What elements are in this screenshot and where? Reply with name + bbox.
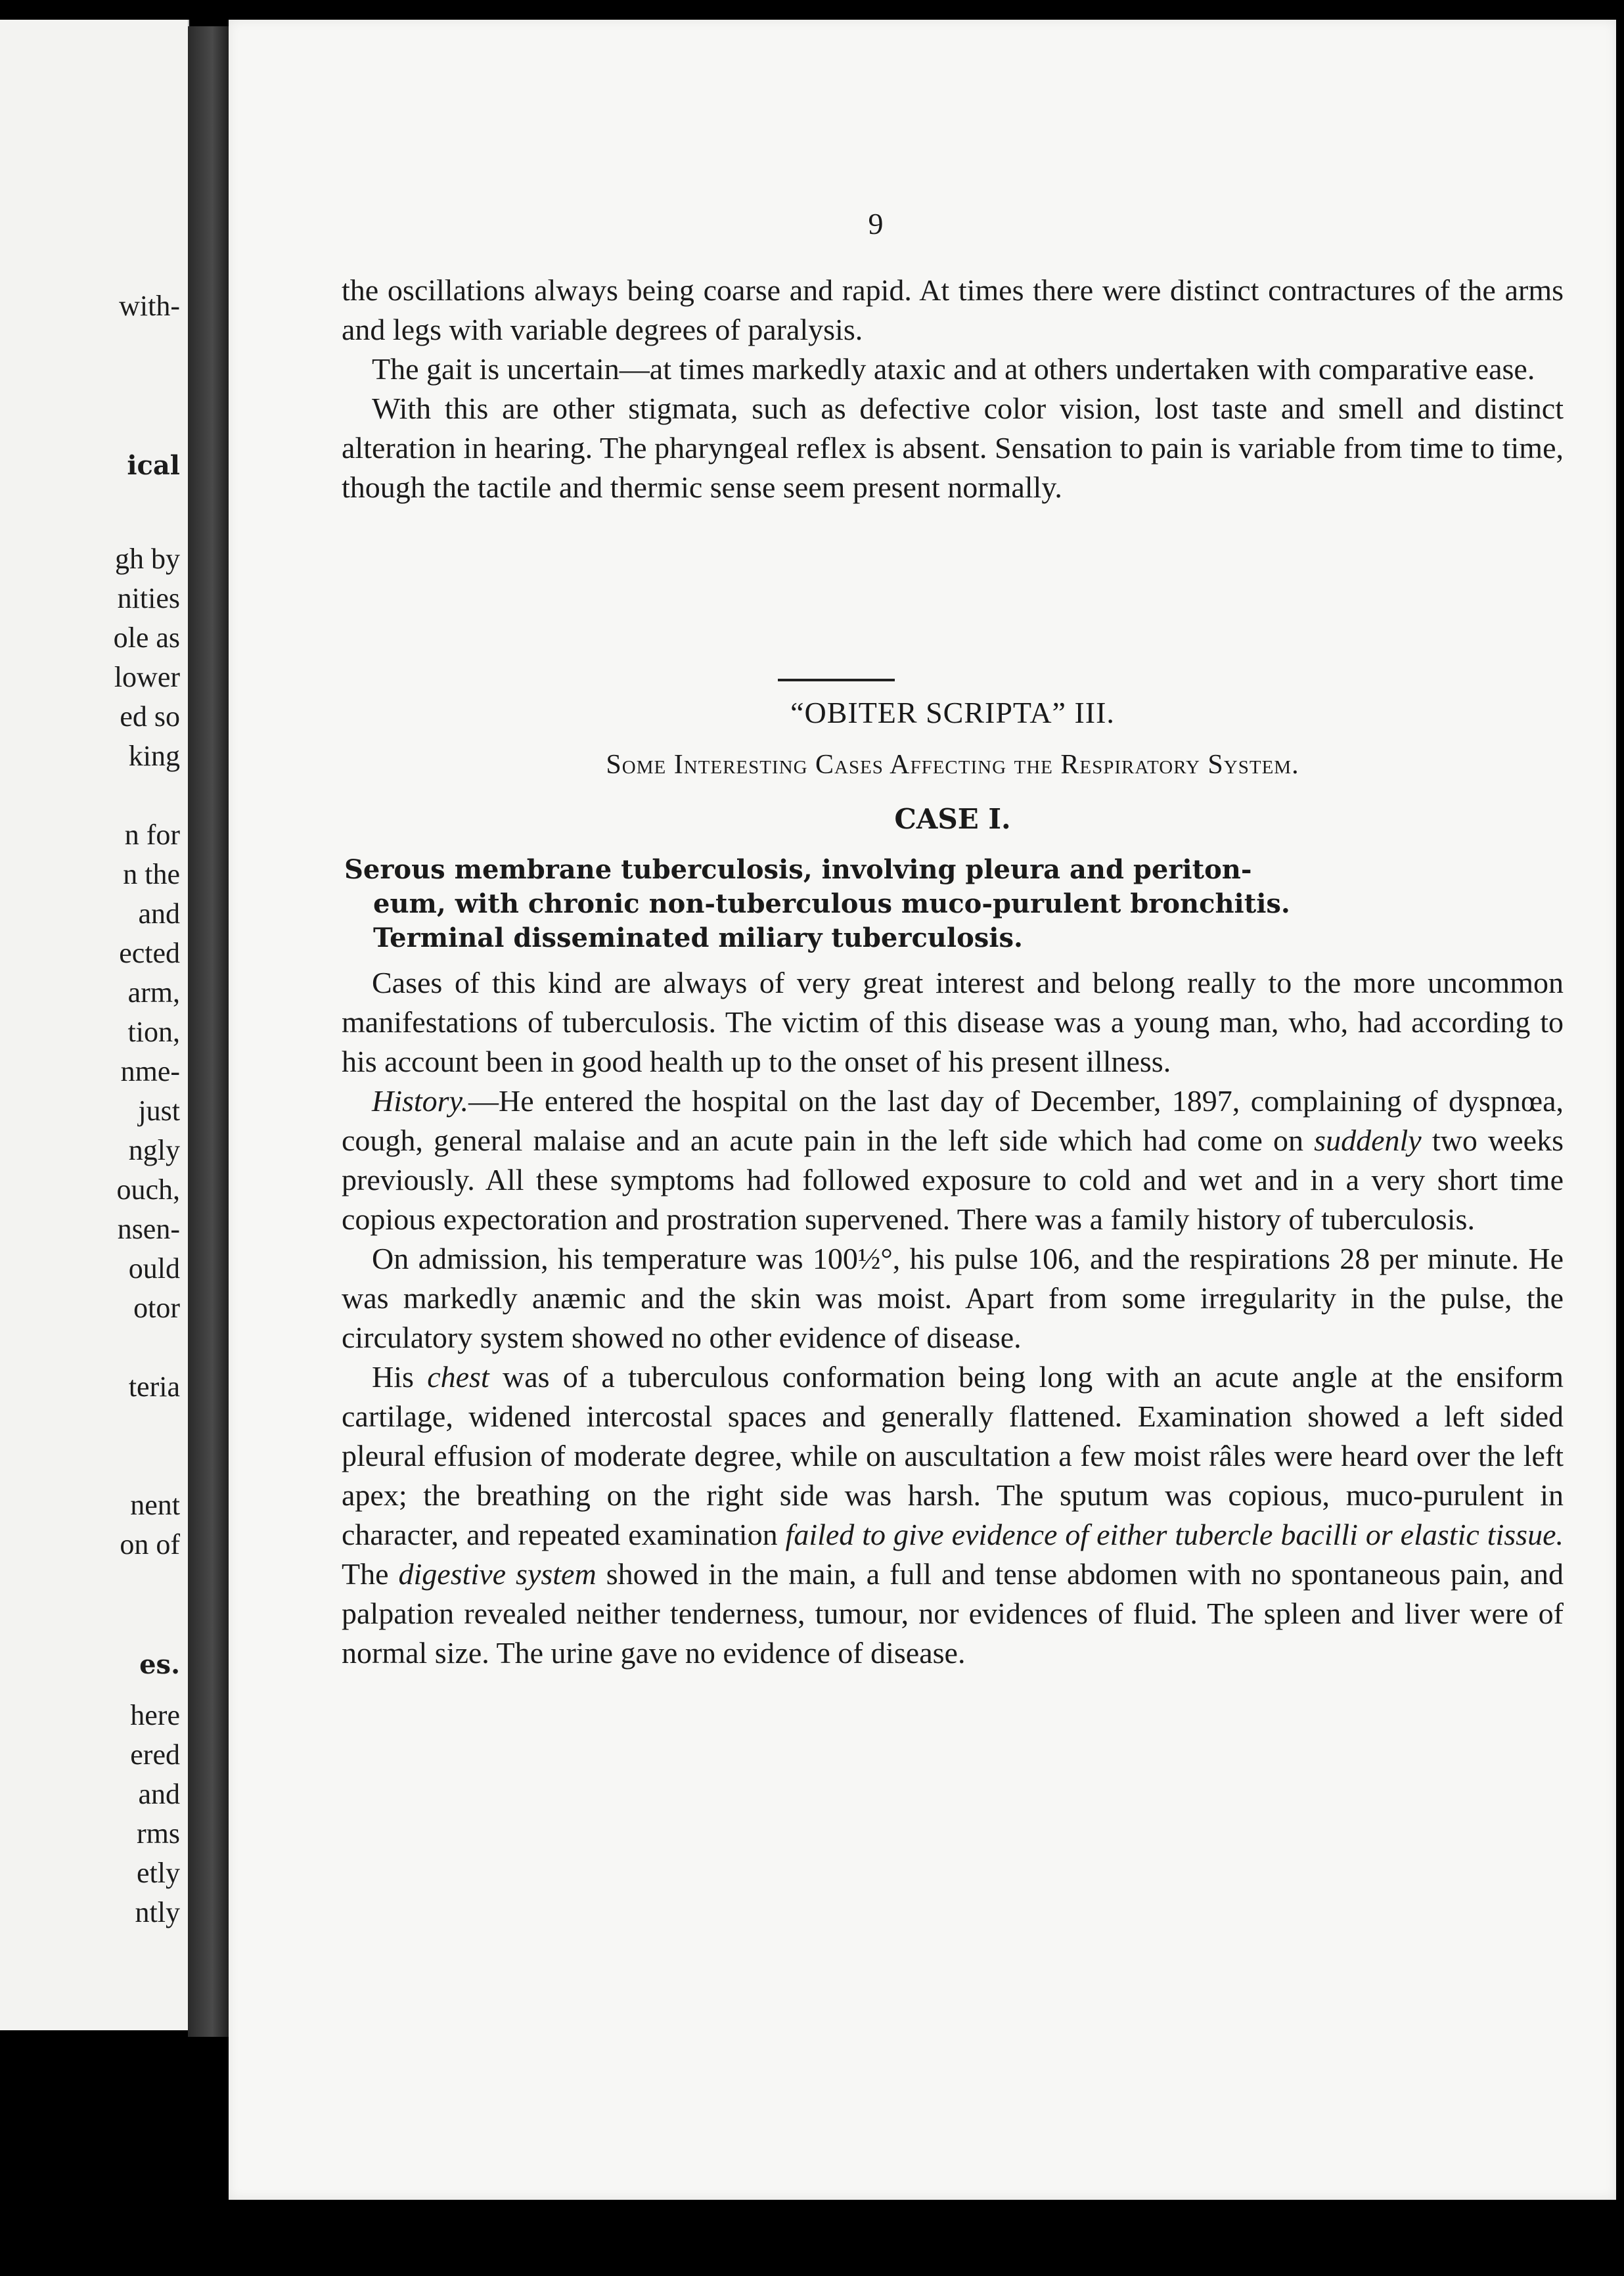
section-title: “OBITER SCRIPTA” III. <box>790 696 1115 729</box>
left-page-fragment: with- <box>119 290 180 322</box>
history-label: History. <box>372 1084 468 1118</box>
chest-text-d: showed in the main, a full and tense abdomen with no spontaneous pain, and palpation revealed neither tenderness, tumour, nor evidences of fluid. The spleen and liver were of normal size. The urine gave no evidence of disease. <box>342 1557 1564 1670</box>
paragraph-oscillations: the oscillations always being coarse and rapid. At times there were distinct contractures of the arms and legs with variable degrees of paralysis. <box>342 273 1564 346</box>
paragraph-cases-intro: Cases of this kind are always of very great interest and belong really to the more uncommon manifestations of tuberculosis. The victim of this disease was a young man, who, had according to his account been in good health up to the onset of his present illness. <box>342 966 1564 1078</box>
page-number: 9 <box>868 207 884 240</box>
left-page-fragment: nsen- <box>117 1213 180 1245</box>
case-text-block <box>342 963 1564 1673</box>
left-page-fragment: es. <box>139 1649 180 1680</box>
left-page-fragment: ntly <box>135 1896 180 1928</box>
left-page-fragment: etly <box>137 1857 180 1889</box>
left-page-fragment: n the <box>123 858 180 890</box>
paragraph-admission: On admission, his temperature was 100½°, his pulse 106, and the respirations 28 per minute. He was markedly anæmic and the skin was moist. Apart from some irregularity in the pulse, the circulatory system showed no other evidence of disease. <box>342 1242 1564 1354</box>
chest-text-c: The <box>342 1557 399 1591</box>
case-summary-line-3: Terminal disseminated miliary tuberculosis. <box>373 922 1023 953</box>
chest-italic-digestive: digestive system <box>398 1557 597 1591</box>
left-page-fragment: n for <box>124 819 180 851</box>
left-page-fragment: ngly <box>128 1134 180 1166</box>
left-page-fragment: nent <box>130 1489 180 1521</box>
left-page-fragment: king <box>128 740 180 772</box>
left-page-fragment: ical <box>127 450 180 481</box>
left-page-fragment: ered <box>130 1739 180 1771</box>
left-page-fragment: lower <box>114 661 180 693</box>
left-page-fragment: ed so <box>120 700 180 733</box>
chest-italic-failed: failed to give evidence of either tubercle bacilli or elastic tissue. <box>785 1518 1564 1551</box>
left-page-fragment: here <box>130 1699 180 1731</box>
section-divider <box>778 679 895 681</box>
case-heading: CASE I. <box>894 803 1011 835</box>
paragraph-stigmata: With this are other stigmata, such as defective color vision, lost taste and smell and distinct alteration in hearing. The pharyngeal reflex is absent. Sensation to pain is variable from time to time, though the tactile and thermic sense seem present normally. <box>342 392 1564 504</box>
left-page-fragment: ould <box>128 1252 180 1285</box>
main-page <box>229 20 1616 2200</box>
left-page-fragment: on of <box>120 1528 180 1560</box>
history-italic-suddenly: suddenly <box>1314 1124 1422 1157</box>
left-page-fragment: gh by <box>115 543 180 575</box>
chest-italic: chest <box>427 1360 489 1394</box>
top-text-block <box>342 271 1564 507</box>
left-page-fragment: arm, <box>127 976 180 1009</box>
left-page-fragment: and <box>138 898 180 930</box>
left-page-fragment: and <box>138 1778 180 1810</box>
paragraph-gait: The gait is uncertain—at times markedly ataxic and at others undertaken with comparative ease. <box>372 352 1535 386</box>
left-page-fragment: nme- <box>120 1055 180 1087</box>
paragraph-chest <box>342 1357 1564 1673</box>
left-page-fragment: otor <box>133 1292 180 1324</box>
case-summary-line-1: Serous membrane tuberculosis, involving pleura and periton- <box>344 854 1252 885</box>
section-subtitle: Some Interesting Cases Affecting the Respiratory System. <box>606 750 1299 780</box>
case-summary <box>344 853 1564 955</box>
left-page-fragment: ected <box>119 937 180 969</box>
left-page-fragment: ouch, <box>116 1173 180 1206</box>
history-text-a: —He entered the hospital on the last day of December, 1897, complaining of dyspnœa, cough, general malaise and an acute pain in the left side which had come on <box>342 1084 1564 1157</box>
left-page-fragment: nities <box>117 582 180 614</box>
left-page-fragment: teria <box>128 1371 180 1403</box>
left-facing-page <box>0 20 189 2030</box>
paragraph-history <box>342 1081 1564 1239</box>
left-page-fragment: rms <box>137 1817 180 1850</box>
book-gutter <box>188 26 229 2037</box>
chest-text-a: His <box>372 1360 428 1394</box>
left-page-fragment: just <box>138 1095 180 1127</box>
chest-text-b: was of a tuberculous conformation being long with an acute angle at the ensiform cartilage, widened intercostal spaces and generally flattened. Examination showed a left sided pleural effusion of moderate degree, while on auscultation a few moist râles were heard over the left apex; the breathing on the right side was harsh. The sputum was copious, muco-purulent in character, and repeated examination <box>342 1360 1564 1551</box>
case-summary-line-2: eum, with chronic non-tuberculous muco-purulent bronchitis. <box>373 888 1290 919</box>
left-page-fragment: ole as <box>113 622 180 654</box>
history-text-b: two weeks previously. All these symptoms had followed exposure to cold and wet and in a very short time copious expectoration and prostration supervened. There was a family history of tuberculosis. <box>342 1124 1564 1236</box>
left-page-fragment: tion, <box>127 1016 180 1048</box>
